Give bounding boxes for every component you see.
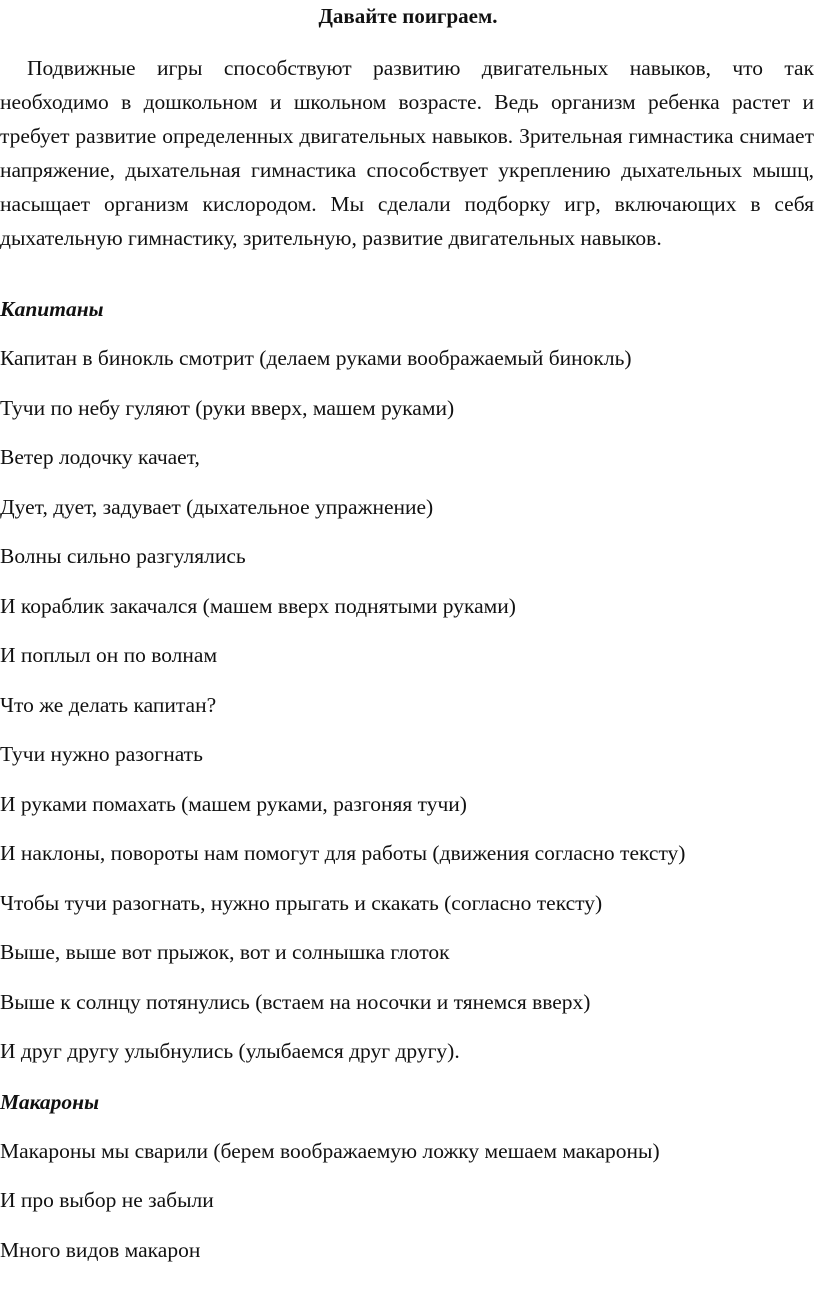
verse-line: Много видов макарон xyxy=(0,1238,201,1262)
verse-line: И кораблик закачался (машем вверх поднятыми руками) xyxy=(0,594,516,618)
verse-line: Дует, дует, задувает (дыхательное упражнение) xyxy=(0,495,434,519)
verse-line: И поплыл он по волнам xyxy=(0,643,218,667)
verse-line: И друг другу улыбнулись (улыбаемся друг другу). xyxy=(0,1039,460,1063)
verse-line: Выше, выше вот прыжок, вот и солнышка глоток xyxy=(0,940,450,964)
verse-line: Волны сильно разгулялись xyxy=(0,544,246,568)
verse-line: И наклоны, повороты нам помогут для работы (движения согласно тексту) xyxy=(0,841,686,865)
verse-line: Чтобы тучи разогнать, нужно прыгать и скакать (согласно тексту) xyxy=(0,891,603,915)
verse-line: И руками помахать (машем руками, разгоняя тучи) xyxy=(0,792,467,816)
verse-line: Выше к солнцу потянулись (встаем на носочки и тянемся вверх) xyxy=(0,990,591,1014)
verse-line: Ветер лодочку качает, xyxy=(0,445,200,469)
verse-line: Макароны мы сварили (берем воображаемую ложку мешаем макароны) xyxy=(0,1139,660,1163)
verse-line: И про выбор не забыли xyxy=(0,1188,214,1212)
document-title: Давайте поиграем. xyxy=(318,4,498,28)
verse-line: Капитан в бинокль смотрит (делаем руками воображаемый бинокль) xyxy=(0,346,632,370)
verse-line: Тучи по небу гуляют (руки вверх, машем руками) xyxy=(0,396,455,420)
game-heading-macaroni: Макароны xyxy=(0,1090,100,1114)
verse-line: Что же делать капитан? xyxy=(0,693,217,717)
game-heading-captains: Капитаны xyxy=(0,297,104,321)
verse-line: Тучи нужно разогнать xyxy=(0,742,203,766)
intro-paragraph: Подвижные игры способствуют развитию двигательных навыков, что так необходимо в дошкольном и школьном возрасте. Ведь организм ребенка растет и требует развитие определенных двигательных навыков. Зрительная гимнастика снимает напряжение, дыхательная гимнастика способствует укреплению дыхательных мышц, насыщает организм кислородом. Мы сделали подборку игр, включающих в себя дыхательную гимнастику, зрительную, развитие двигательных навыков. xyxy=(0,56,814,250)
